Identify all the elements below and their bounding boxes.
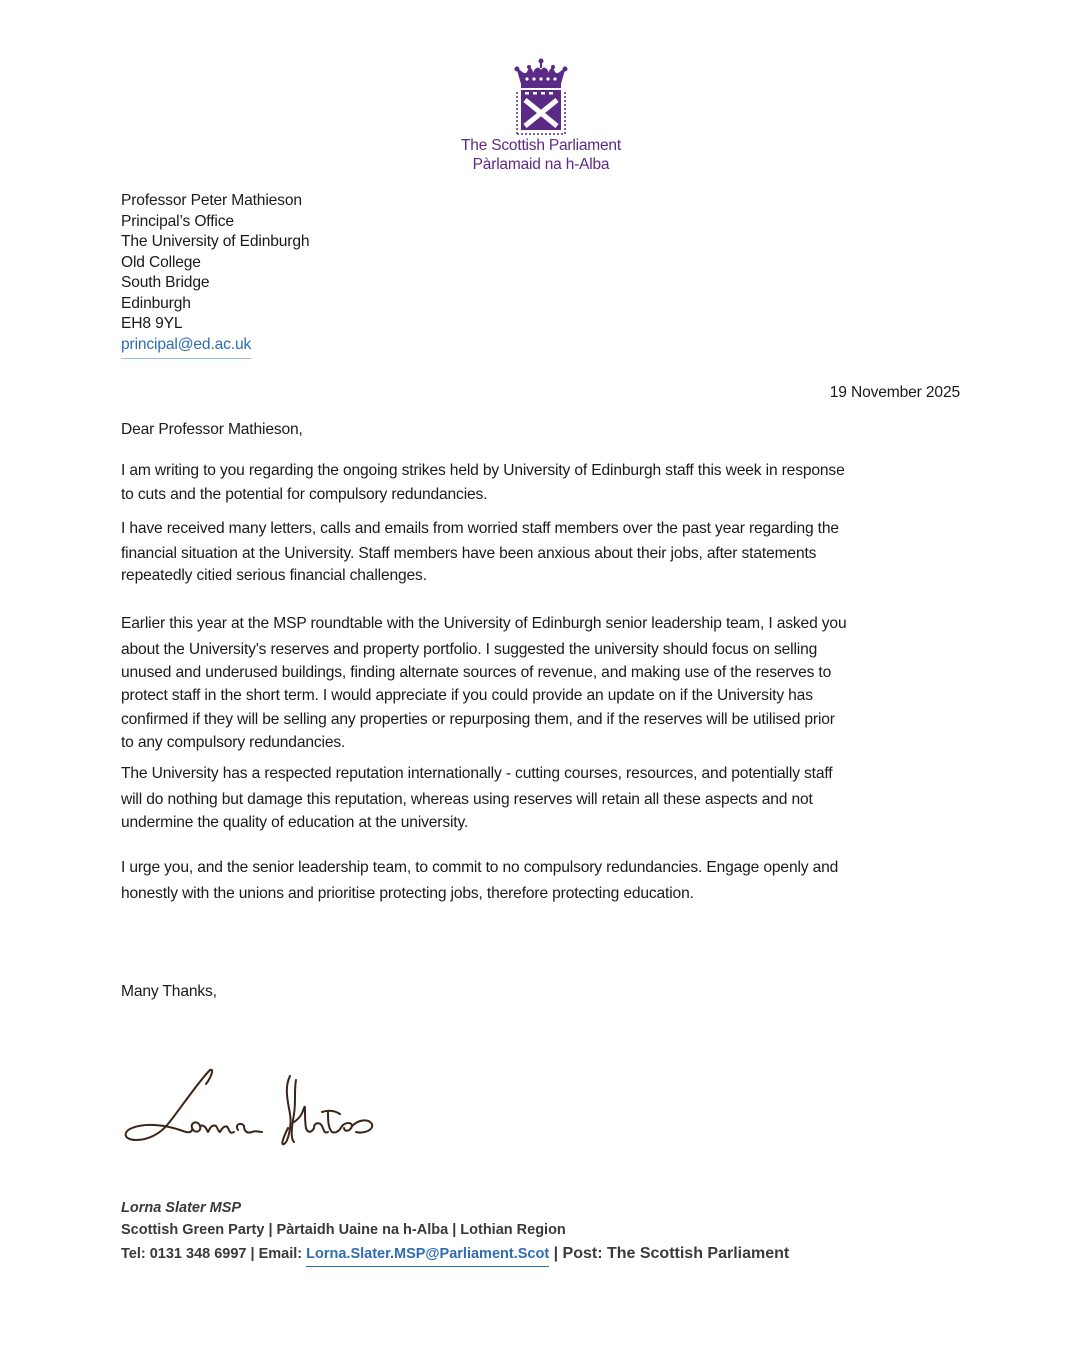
- paragraph-line: The University has a respected reputation internationally - cutting courses, resources, and potentially staff: [121, 765, 833, 782]
- parliament-logo: [456, 56, 626, 174]
- logo-title-gaelic: Pàrlamaid na h-Alba: [472, 156, 610, 173]
- handwritten-signature-icon: [118, 1062, 378, 1152]
- paragraph-line: to any compulsory redundancies.: [121, 734, 346, 751]
- sender-tel: Tel: 0131 348 6997 | Email:: [121, 1246, 307, 1262]
- paragraph-line: unused and underused buildings, finding alternate sources of revenue, and making use of the reserves to: [121, 664, 832, 681]
- paragraph-line: I urge you, and the senior leadership team, to commit to no compulsory redundancies. Engage openly and: [121, 859, 839, 876]
- paragraph-3: [121, 609, 966, 754]
- recipient-street2: South Bridge: [121, 274, 210, 291]
- salutation: Dear Professor Mathieson,: [121, 421, 303, 438]
- paragraph-line: Earlier this year at the MSP roundtable with the University of Edinburgh senior leadership team, I asked you: [121, 615, 847, 632]
- paragraph-line: about the University's reserves and property portfolio. I suggested the university should focus on selling: [121, 641, 818, 658]
- paragraph-line: confirmed if they will be selling any properties or repurposing them, and if the reserves will be utilised prior: [121, 711, 835, 728]
- signature: [118, 1062, 378, 1157]
- paragraph-line: I am writing to you regarding the ongoing strikes held by University of Edinburgh staff this week in response: [121, 462, 845, 479]
- closing-line: Many Thanks,: [121, 983, 217, 1000]
- recipient-postcode: EH8 9YL: [121, 315, 183, 332]
- recipient-name: Professor Peter Mathieson: [121, 192, 302, 209]
- scottish-parliament-crest-icon: [511, 56, 571, 136]
- paragraph-line: repeatedly citied serious financial challenges.: [121, 567, 427, 584]
- sender-affiliation: Scottish Green Party | Pàrtaidh Uaine na h-Alba | Lothian Region: [121, 1222, 566, 1238]
- recipient-address: [121, 191, 309, 359]
- paragraph-line: financial situation at the University. Staff members have been anxious about their jobs, after statements: [121, 545, 817, 562]
- sender-signature-block: [121, 1198, 789, 1267]
- logo-title-english: The Scottish Parliament: [461, 137, 621, 154]
- paragraph-1: [121, 456, 966, 505]
- paragraph-line: protect staff in the short term. I would appreciate if you could provide an update on if the University has: [121, 687, 813, 704]
- recipient-email-link[interactable]: principal@ed.ac.uk: [121, 335, 251, 360]
- paragraph-line: undermine the quality of education at the university.: [121, 814, 469, 831]
- recipient-institution: The University of Edinburgh: [121, 233, 310, 250]
- paragraph-line: to cuts and the potential for compulsory redundancies.: [121, 486, 488, 503]
- paragraph-5: [121, 853, 966, 906]
- sender-post: | Post: The Scottish Parliament: [549, 1245, 790, 1262]
- sender-name: Lorna Slater MSP: [121, 1200, 242, 1216]
- sender-email-link[interactable]: Lorna.Slater.MSP@Parliament.Scot: [306, 1246, 549, 1267]
- sender-contact: [121, 1241, 789, 1267]
- paragraph-line: honestly with the unions and prioritise protecting jobs, therefore protecting education.: [121, 885, 694, 902]
- paragraph-4: [121, 759, 966, 834]
- recipient-street1: Old College: [121, 253, 201, 271]
- paragraph-2: [121, 514, 966, 587]
- recipient-office: Principal’s Office: [121, 212, 234, 230]
- recipient-city: Edinburgh: [121, 294, 191, 312]
- paragraph-line: will do nothing but damage this reputation, whereas using reserves will retain all these aspects and not: [121, 791, 813, 808]
- letter-date: 19 November 2025: [829, 384, 960, 401]
- paragraph-line: I have received many letters, calls and emails from worried staff members over the past year regarding the: [121, 520, 839, 537]
